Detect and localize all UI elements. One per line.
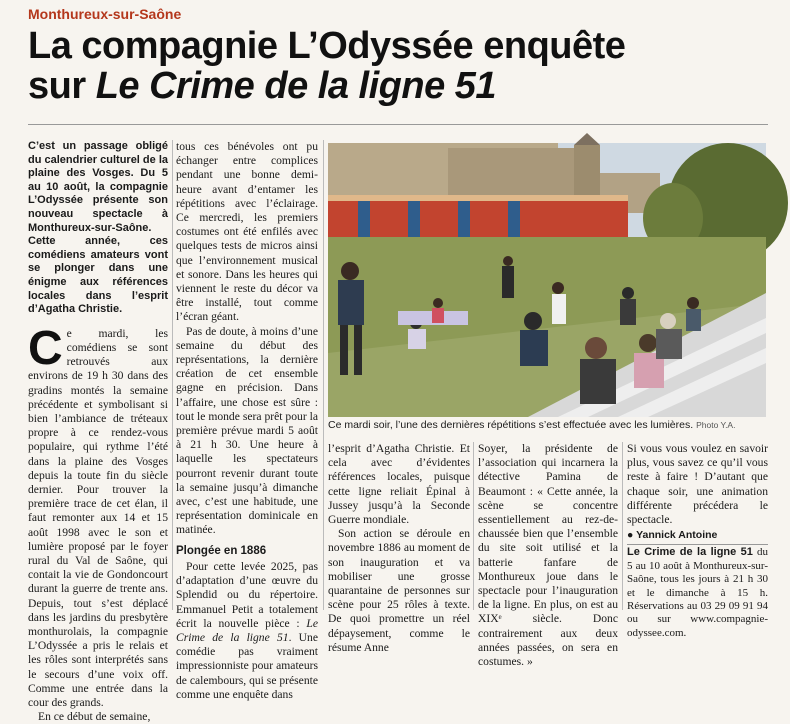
column-3 bbox=[328, 442, 470, 654]
headline-line-2 bbox=[28, 66, 778, 106]
col3-paragraph-2: Son action se déroule en novembre 1886 au moment de son inauguration et va mobiliser une grosse quarantaine de personnes sur scène pour 25 rôles à texte. De quoi promettre un réel dépaysement, comme le résume Anne bbox=[328, 527, 470, 654]
drop-cap: C bbox=[28, 321, 63, 375]
col2-p3-after: . Une comédie pas vraiment impressionniste pour amateurs de calembours, qui se présente comme une enquête dans bbox=[176, 630, 318, 701]
col3-paragraph-1: l’esprit d’Agatha Christie. Et cela avec d’évidentes références locales, puisque cette ligne reliait Épinal à Jussey jusqu’à la Seconde Guerre mondiale. bbox=[328, 442, 470, 527]
column-4 bbox=[478, 442, 618, 669]
body-paragraph-1-tail: En ce début de semaine, bbox=[38, 710, 151, 724]
body-paragraph-1-text: e mardi, les comédiens se sont retrouvés aux environs de 19 h 30 dans des gradins montés la semaine précédente et symbolisant si bien l’ambiance de tréteaux propre à ce rendez-vous populaire, qui rythme l’été dans la plaine des Vosges depuis la toute fin du siècle dernier. Pour trouver la première trace de cet élan, il faut remonter aux 14 et 15 août 1998 avec le son et lumière proposé par le foyer rural du Val de Saône, qui contait la vie de Gondoncourt durant la guerre de trente ans. Depuis, tout s’est déplacé dans les jardins du presbytère monthurolais, la compagnie L’Odyssée a pris le relais et les rôles sont interprétés sans le secours d’une voix off. Comme une entrée dans la cour des grands. bbox=[28, 326, 168, 709]
headline-title: Le Crime de la ligne 51 bbox=[95, 65, 497, 107]
col2-p3-title: Le Crime de la ligne 51 bbox=[176, 616, 318, 644]
section-kicker: Monthureux-sur-Saône bbox=[28, 6, 182, 22]
col2-p3-before: Pour cette levée 2025, pas d’adaptation d’une œuvre du Splendid ou du répertoire. Emmanuel Petit a totalement écrit la nouvelle pièce : bbox=[176, 559, 318, 630]
headline-prefix: sur bbox=[28, 65, 96, 107]
caption-text: Ce mardi soir, l’une des dernières répétitions s’est effectuée avec les lumières. bbox=[328, 419, 694, 431]
header-rule bbox=[28, 124, 768, 125]
column-divider bbox=[323, 140, 324, 610]
column-2 bbox=[176, 140, 318, 701]
column-divider bbox=[473, 442, 474, 610]
col5-paragraph-1: Si vous vous voulez en savoir plus, vous savez ce qu’il vous reste à faire ! D’autant que chaque soir, une animation différente précédera le spectacle. bbox=[627, 442, 768, 527]
author-signature: ● Yannick Antoine bbox=[627, 529, 718, 542]
info-text: du 5 au 10 août à Monthureux-sur-Saône, tous les jours à 21 h 30 et le dimanche à 15 h. Réservations au 03 29 09 91 94 ou sur www.compagnie-odyssee.com. bbox=[627, 546, 768, 639]
column-5 bbox=[627, 442, 768, 639]
headline-line-1: La compagnie L’Odyssée enquête bbox=[28, 25, 626, 67]
col2-paragraph-1: tous ces bénévoles ont pu échanger entre complices pendant une bonne demi-heure avant d’entamer les répétitions avec l’éclairage. Ce mercredi, les premiers costumes ont été enfilés avec quelques tests de micros ainsi que l’environnement musical et sonore. Dans les heures qui viennent le reste du décor va être installé, tout comme l’écran géant. bbox=[176, 140, 318, 324]
photo-caption bbox=[328, 419, 768, 431]
info-box bbox=[627, 544, 768, 640]
info-title: Le Crime de la ligne 51 bbox=[627, 546, 753, 559]
column-divider bbox=[622, 442, 623, 610]
col4-paragraph-1: Soyer, la présidente de l’association qui incarnera la détective Pamina de Beaumont : « Cette année, la scène se concentre essentiellement au rez-de-chaussée bien que l’ensemble du site soit utilisé et la batterie fanfare de Monthureux joue dans le spectacle pour l’inauguration de la ligne. En plus, on est au XIXᵉ siècle. Donc contrairement aux deux années passées, on sera en costumes. » bbox=[478, 442, 618, 669]
photo-illustration bbox=[328, 143, 766, 417]
column-divider bbox=[172, 140, 173, 610]
article-lead: C’est un passage obligé du calendrier culturel de la plaine des Vosges. Du 5 au 10 août, la compagnie L’Odyssée présente son nouveau spectacle à Monthureux-sur-Saône. Cette année, ces comédiens amateurs vont se plonger dans une énigme aux références locales dans l’esprit d’Agatha Christie. bbox=[28, 140, 168, 316]
photo-credit: Photo Y.A. bbox=[696, 420, 736, 430]
column-1 bbox=[28, 140, 168, 724]
body-paragraph-1 bbox=[28, 321, 168, 710]
subhead: Plongée en 1886 bbox=[176, 544, 267, 557]
rehearsal-photo bbox=[328, 143, 766, 417]
headline bbox=[28, 26, 778, 106]
col2-paragraph-2: Pas de doute, à moins d’une semaine du début des représentations, la dernière création de cet ensemble gagne en précision. Dans l’affaire, une chose est sûre : tout le monde sera prêt pour la première prévue mardi 5 août à 21 h 30. Une heure à laquelle les spectateurs pourront revenir durant toute la semaine jusqu’à dimanche avec, c’est une habitude, une représentation dominicale en matinée. bbox=[176, 324, 318, 537]
col2-paragraph-3 bbox=[176, 560, 318, 702]
